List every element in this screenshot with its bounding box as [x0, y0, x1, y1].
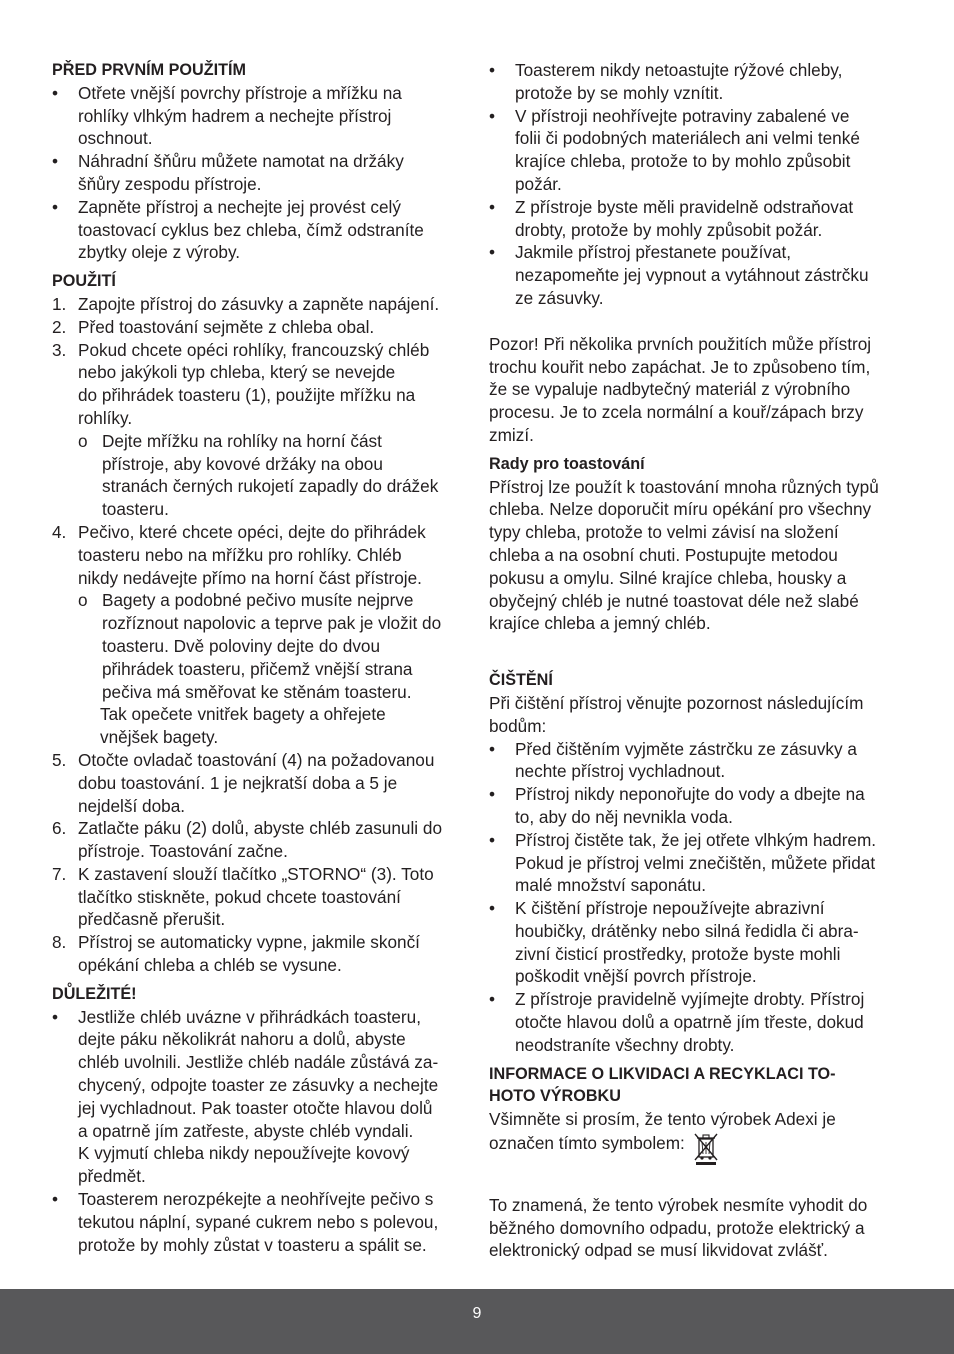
text-line: nechte přístroj vychladnout. — [515, 761, 726, 782]
sub-marker: o — [78, 430, 88, 451]
text-line: Otočte ovladač toastování (4) na požadovanou — [78, 749, 435, 770]
bullet-item — [489, 196, 907, 242]
text-line: zbytky oleje z výroby. — [78, 242, 241, 263]
text-line: do přihrádek toasteru (1), použijte mřížku na — [78, 385, 416, 406]
bullet-marker: • — [489, 196, 496, 217]
text-line: že se vypaluje nadbytečný materiál z výrobního — [489, 379, 851, 400]
weee-crossed-bin-icon — [693, 1131, 719, 1171]
spacer — [489, 310, 907, 333]
bullet-marker: • — [489, 60, 496, 80]
text-line: nezapomeňte jej vypnout a vytáhnout zástrčku — [515, 265, 869, 286]
text-line: Přístroj čistěte tak, že jej otřete vlhkým hadrem. — [515, 829, 877, 850]
text-line: typy chleba, protože to velmi závisí na složení — [489, 522, 839, 543]
bullet-marker: • — [489, 989, 496, 1010]
text-line: Náhradní šňůru můžete namotat na držáky — [78, 151, 404, 172]
bullet-item — [52, 150, 468, 196]
text-line: K čištění přístroje nepoužívejte abrazivní — [515, 898, 825, 919]
bullet-item — [489, 897, 907, 988]
text-line: pečiva má směřovat ke stěnám toasteru. — [102, 681, 412, 702]
text-line: V přístroji neohřívejte potraviny zabalené ve — [515, 105, 850, 126]
text-line: otočte hlavou dolů a opatrně jím třeste, dokud — [515, 1012, 864, 1033]
page-footer — [0, 1289, 954, 1354]
bullet-marker: • — [52, 151, 59, 172]
text-line: Přístroj lze použít k toastování mnoha různých typů — [489, 476, 879, 497]
disposal-explanation-paragraph — [489, 1194, 907, 1262]
text-line: nejdelší doba. — [78, 795, 186, 816]
numbered-item — [52, 521, 468, 589]
warning-paragraph — [489, 333, 907, 447]
numbered-item — [52, 339, 468, 430]
item-number: 4. — [52, 521, 67, 542]
text-line: zivní čisticí prostředky, protože byste mohli — [515, 943, 841, 964]
text-line: zmizí. — [489, 424, 534, 445]
sub-item-continuation — [52, 703, 468, 749]
text-line: Pokud chcete opéci rohlíky, francouzský chléb — [78, 339, 430, 360]
text-line: tlačítko stiskněte, pokud chcete toastování — [78, 886, 401, 907]
text-line: Zapojte přístroj do zásuvky a zapněte napájení. — [78, 293, 440, 314]
text-line: rohlíky. — [78, 407, 133, 428]
text-line: krajíce chleba, protože to by mohlo způsobit — [515, 151, 851, 172]
text-line: obyčejný chléb je nutné toastovat déle než slabé — [489, 590, 859, 611]
text-line: Přístroj nikdy neponořujte do vody a dbejte na — [515, 784, 865, 805]
text-line: rohlíky vlhkým hadrem a nechejte přístroj — [78, 105, 392, 126]
text-line: K zastavení slouží tlačítko „STORNO“ (3). Toto — [78, 863, 434, 884]
text-line: Přístroj se automaticky vypne, jakmile skončí — [78, 932, 420, 953]
text-line: malé množství saponátu. — [515, 875, 707, 896]
item-number: 7. — [52, 863, 67, 884]
text-line: toasteru. Dvě poloviny dejte do dvou — [102, 635, 381, 656]
text-line: Pokud je přístroj velmi znečištěn, můžete přidat — [515, 852, 876, 873]
text-line: vnějšek bagety. — [100, 727, 219, 748]
numbered-item — [52, 293, 468, 316]
text-line: Zapněte přístroj a nechejte jej provést celý — [78, 196, 401, 217]
item-number: 3. — [52, 339, 67, 360]
text-line: Toasterem nerozpékejte a neohřívejte pečivo s — [78, 1189, 434, 1210]
bullet-item — [489, 241, 907, 309]
bullet-marker: • — [52, 82, 59, 103]
section-heading-before-first-use: PŘED PRVNÍM POUŽITÍM — [52, 61, 246, 79]
bullet-marker: • — [52, 1006, 59, 1027]
text-line: krajíce chleba a jemný chléb. — [489, 613, 711, 634]
item-number: 2. — [52, 316, 67, 337]
text-line: procesu. Je to zcela normální a kouř/zápach brzy — [489, 402, 864, 423]
text-line: folii či podobných materiálech ani velmi tenké — [515, 128, 860, 149]
numbered-item — [52, 749, 468, 817]
item-number: 6. — [52, 818, 67, 839]
section-heading-cleaning: ČIŠTĚNÍ — [489, 671, 553, 690]
bullet-item — [52, 196, 468, 264]
text-line: Bagety a podobné pečivo musíte nejprve — [102, 590, 414, 611]
text-line: běžného domovního odpadu, protože elektrický a — [489, 1217, 865, 1238]
text-line: neodstraníte všechny drobty. — [515, 1034, 735, 1055]
bullet-marker: • — [52, 1189, 59, 1210]
text-line: dobu toastování. 1 je nejkratší doba a 5 je — [78, 772, 398, 793]
text-line: tekutou náplní, sypané cukrem nebo s polevou, — [78, 1211, 439, 1232]
text-line: Jakmile přístroj přestanete používat, — [515, 242, 792, 263]
text-line: Toasterem nikdy netoastujte rýžové chleby, — [515, 60, 843, 80]
text-line: To znamená, že tento výrobek nesmíte vyhodit do — [489, 1194, 868, 1215]
bullet-item — [489, 738, 907, 784]
text-line: trochu kouřit nebo zapáchat. Je to způsobeno tím, — [489, 356, 871, 377]
bullet-marker: • — [489, 738, 496, 759]
text-line: Pozor! Při několika prvních použitích může přístroj — [489, 333, 872, 354]
bullet-marker: • — [489, 784, 496, 805]
text-line: houbičky, drátěnky nebo silná ředidla či abra- — [515, 920, 859, 941]
bullet-marker: • — [489, 829, 496, 850]
bullet-marker: • — [489, 105, 496, 126]
numbered-item — [52, 931, 468, 977]
text-line: Dejte mřížku na rohlíky na horní část — [102, 430, 382, 451]
text-line: elektronický odpad se musí likvidovat zvlášť. — [489, 1240, 828, 1261]
sub-item — [52, 589, 468, 703]
numbered-item — [52, 316, 468, 339]
bullet-item — [489, 988, 907, 1056]
section-heading-usage: POUŽITÍ — [52, 272, 116, 291]
bullet-item — [52, 1006, 468, 1188]
section-heading-important: DŮLEŽITÉ! — [52, 984, 137, 1003]
text-line: drobty, protože by mohly způsobit požár. — [515, 219, 823, 240]
text-line: opékání chleba a chléb se vysune. — [78, 955, 342, 976]
disposal-symbol-paragraph — [489, 1108, 907, 1171]
text-line: Všimněte si prosím, že tento výrobek Adexi je — [489, 1109, 836, 1130]
item-number: 5. — [52, 749, 67, 770]
text-line: toastovací cyklus bez chleba, čímž odstraníte — [78, 219, 424, 240]
text-line: Tak opečete vnitřek bagety a ohřejete — [100, 704, 386, 725]
text-line: Pečivo, které chcete opéci, dejte do přihrádek — [78, 521, 426, 542]
text-line: nikdy nedávejte přímo na horní část přístroje. — [78, 567, 422, 588]
text-line: stranách černých rukojetí zapadly do drážek — [102, 476, 439, 497]
text-line: Jestliže chléb uvázne v přihrádkách toasteru, — [78, 1006, 421, 1027]
text-line: chleba a na osobní chuti. Postupujte metodou — [489, 544, 838, 565]
text-line: protože by se mohly vznítit. — [515, 82, 724, 103]
text-line: protože by mohly zůstat v toasteru a spálit se. — [78, 1234, 427, 1255]
right-column — [489, 59, 907, 1262]
text-line: Při čištění přístroj věnujte pozornost následujícím — [489, 692, 864, 713]
left-column — [52, 59, 468, 1256]
spacer — [489, 635, 907, 669]
text-line: chléb uvolnili. Jestliže chléb nadále zůstává za- — [78, 1052, 439, 1073]
text-line: přístroje. Toastování začne. — [78, 841, 288, 862]
bullet-item — [52, 82, 468, 150]
item-number: 1. — [52, 293, 67, 314]
bullet-marker: • — [52, 196, 59, 217]
sub-marker: o — [78, 590, 88, 611]
text-line: Před toastování sejměte z chleba obal. — [78, 316, 375, 337]
sub-item — [52, 430, 468, 521]
bullet-item — [489, 105, 907, 196]
text-line: rozříznout napolovic a teprve pak je vložit do — [102, 613, 442, 634]
bullet-item — [52, 1188, 468, 1256]
bullet-marker: • — [489, 898, 496, 919]
text-line: toasteru nebo na mřížku pro rohlíky. Chléb — [78, 544, 402, 565]
page-number: 9 — [472, 1305, 482, 1322]
numbered-item — [52, 863, 468, 931]
spacer — [489, 1171, 907, 1194]
text-line: dejte páku několikrát nahoru a dolů, abyste — [78, 1029, 406, 1050]
item-number: 8. — [52, 932, 67, 953]
text-line: jej vychladnout. Pak toaster otočte hlavou dolů — [78, 1097, 433, 1118]
heading-line: INFORMACE O LIKVIDACI A RECYKLACI TO- — [489, 1064, 836, 1083]
text-line: bodům: — [489, 715, 547, 736]
text-line: Před čištěním vyjměte zástrčku ze zásuvky a — [515, 738, 857, 759]
text-line: oschnout. — [78, 128, 153, 149]
bullet-item — [489, 829, 907, 897]
section-heading-disposal — [489, 1063, 907, 1109]
text-line: K vyjmutí chleba nikdy nepoužívejte kovový — [78, 1143, 410, 1164]
toasting-tips-paragraph — [489, 476, 907, 636]
text-line: Z přístroje byste měli pravidelně odstraňovat — [515, 196, 854, 217]
text-line: předmět. — [78, 1166, 146, 1187]
heading-line: HOTO VÝROBKU — [489, 1087, 621, 1106]
text-line: nebo jakýkoli typ chleba, který se nevejde — [78, 362, 396, 383]
text-line: Z přístroje pravidelně vyjímejte drobty. Přístroj — [515, 989, 865, 1010]
bullet-item — [489, 59, 907, 105]
text-line: požár. — [515, 173, 562, 194]
numbered-item — [52, 817, 468, 863]
text-line: pokusu a omylu. Silné krajíce chleba, housky a — [489, 567, 847, 588]
text-line: označen tímto symbolem: — [489, 1131, 907, 1171]
text-line: a opatrně jím zatřeste, abyste chléb vyndali. — [78, 1120, 414, 1141]
text-line: chleba. Nelze doporučit míru opékání pro všechny — [489, 499, 872, 520]
bullet-marker: • — [489, 242, 496, 263]
text-line: přístroje, aby kovové držáky na obou — [102, 453, 383, 474]
text-line: to, aby do něj nevnikla voda. — [515, 806, 733, 827]
text-line: Otřete vnější povrchy přístroje a mřížku na — [78, 82, 402, 103]
text-line: přihrádek toasteru, přičemž vnější strana — [102, 658, 413, 679]
text-line: chycený, odpojte toaster ze zásuvky a nechejte — [78, 1075, 439, 1096]
text-line: šňůry zespodu přístroje. — [78, 173, 262, 194]
cleaning-intro-paragraph — [489, 692, 907, 738]
text-line: předčasně přerušit. — [78, 909, 226, 930]
text-line: poškodit vnější povrch přístroje. — [515, 966, 757, 987]
bullet-item — [489, 783, 907, 829]
text-line: ze zásuvky. — [515, 287, 604, 308]
text-line: Zatlačte páku (2) dolů, abyste chléb zasunuli do — [78, 818, 443, 839]
text-line: toasteru. — [102, 499, 169, 520]
section-heading-toasting-tips: Rady pro toastování — [489, 454, 645, 473]
